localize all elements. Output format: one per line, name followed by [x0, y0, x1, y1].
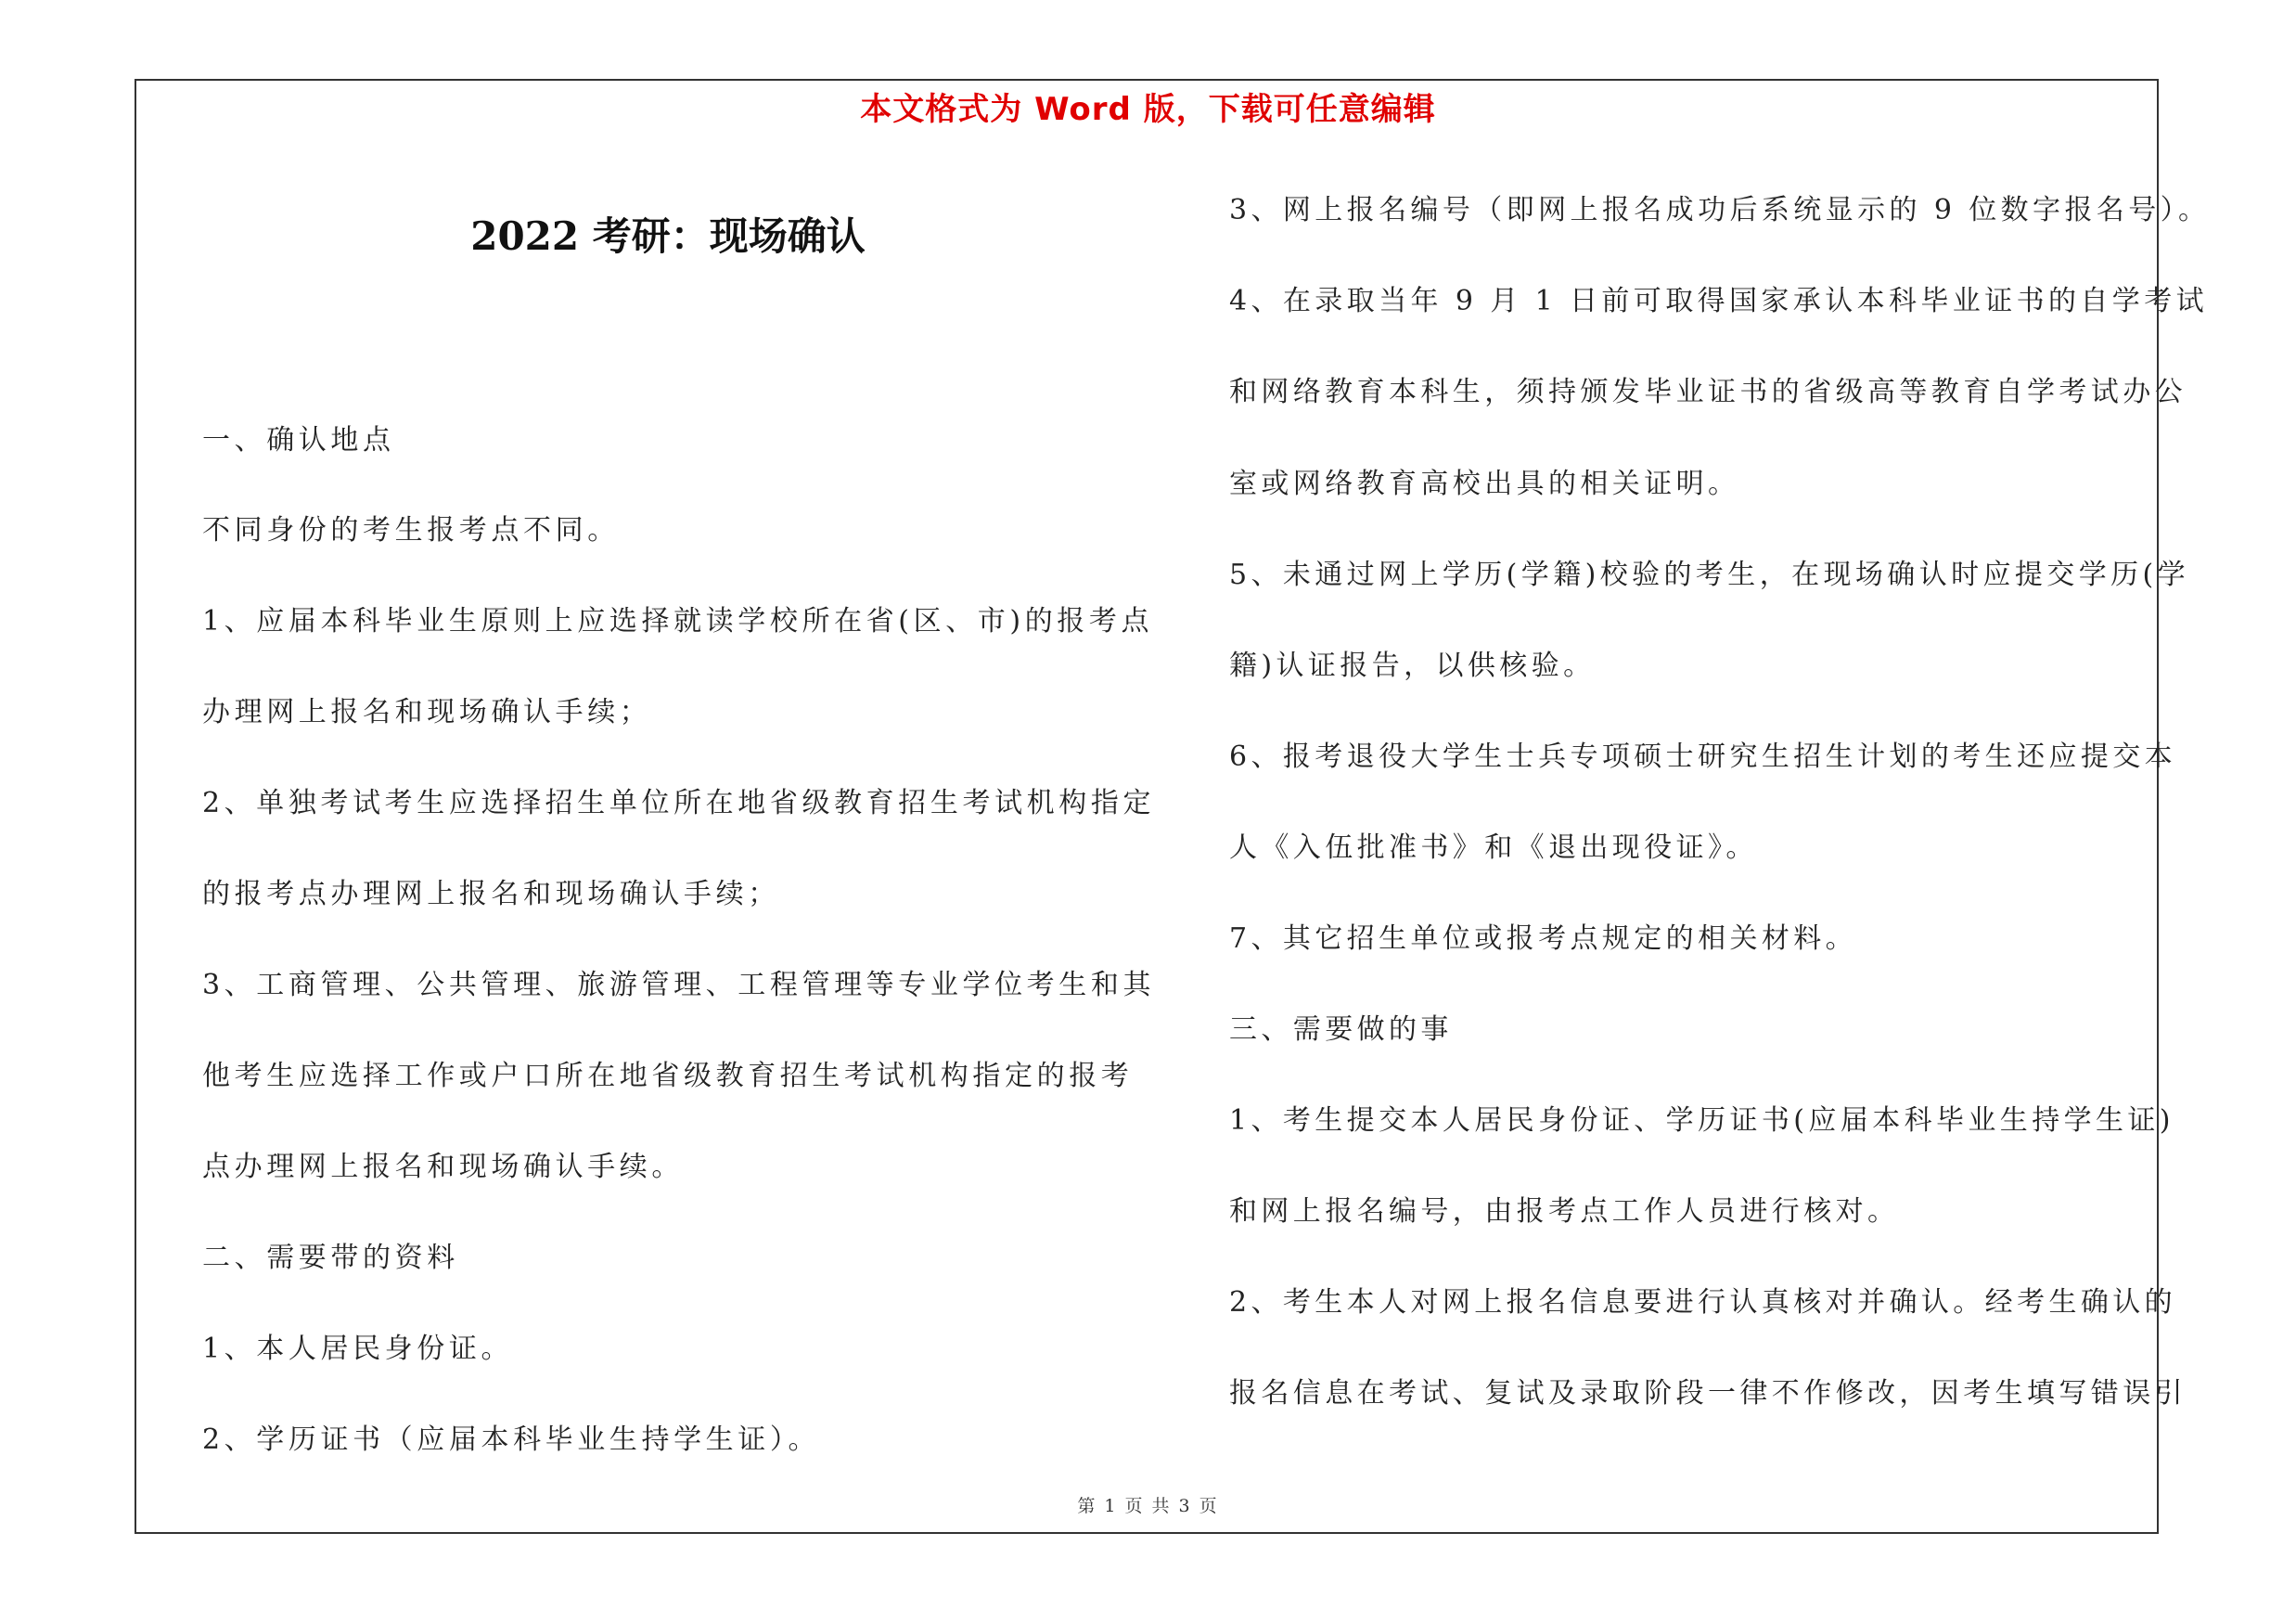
word-format-banner: 本文格式为 Word 版，下载可任意编辑	[860, 91, 1436, 128]
paragraph-line: 一、确认地点	[202, 424, 395, 457]
page-number: 第 1 页 共 3 页	[1077, 1496, 1219, 1516]
paragraph-line: 2、单独考试考生应选择招生单位所在地省级教育招生考试机构指定	[202, 787, 1156, 819]
paragraph-line: 1、应届本科毕业生原则上应选择就读学校所在省(区、市)的报考点	[202, 605, 1154, 638]
paragraph-line: 3、工商管理、公共管理、旅游管理、工程管理等专业学位考生和其	[202, 969, 1156, 1001]
paragraph-line: 不同身份的考生报考点不同。	[202, 514, 620, 547]
paragraph-line: 6、报考退役大学生士兵专项硕士研究生招生计划的考生还应提交本	[1229, 741, 2177, 773]
paragraph-line: 和网络教育本科生，须持颁发毕业证书的省级高等教育自学考试办公	[1229, 376, 2187, 408]
paragraph-line: 人《入伍批准书》和《退出现役证》。	[1229, 831, 1758, 864]
paragraph-line: 1、本人居民身份证。	[202, 1333, 514, 1365]
paragraph-line: 办理网上报名和现场确认手续；	[202, 696, 652, 728]
paragraph-line: 3、网上报名编号（即网上报名成功后系统显示的 9 位数字报名号）。	[1229, 194, 2211, 226]
paragraph-line: 室或网络教育高校出具的相关证明。	[1229, 468, 1740, 500]
paragraph-line: 1、考生提交本人居民身份证、学历证书(应届本科毕业生持学生证)	[1229, 1104, 2174, 1137]
paragraph-line: 点办理网上报名和现场确认手续。	[202, 1151, 684, 1183]
paragraph-line: 4、在录取当年 9 月 1 日前可取得国家承认本科毕业证书的自学考试	[1229, 285, 2209, 317]
paragraph-line: 和网上报名编号，由报考点工作人员进行核对。	[1229, 1195, 1900, 1228]
paragraph-line: 的报考点办理网上报名和现场确认手续；	[202, 878, 780, 910]
paragraph-line: 2、考生本人对网上报名信息要进行认真核对并确认。经考生确认的	[1229, 1286, 2177, 1319]
document-title: 2022 考研：现场确认	[470, 213, 866, 259]
paragraph-line: 籍)认证报告，以供核验。	[1229, 650, 1596, 682]
paragraph-line: 二、需要带的资料	[202, 1242, 459, 1274]
paragraph-line: 5、未通过网上学历(学籍)校验的考生，在现场确认时应提交学历(学	[1229, 559, 2189, 591]
paragraph-line: 2、学历证书（应届本科毕业生持学生证）。	[202, 1423, 821, 1456]
paragraph-line: 7、其它招生单位或报考点规定的相关材料。	[1229, 922, 1858, 955]
paragraph-line: 报名信息在考试、复试及录取阶段一律不作修改，因考生填写错误引	[1229, 1377, 2187, 1410]
paragraph-line: 他考生应选择工作或户口所在地省级教育招生考试机构指定的报考	[202, 1060, 1134, 1092]
paragraph-line: 三、需要做的事	[1229, 1013, 1453, 1046]
